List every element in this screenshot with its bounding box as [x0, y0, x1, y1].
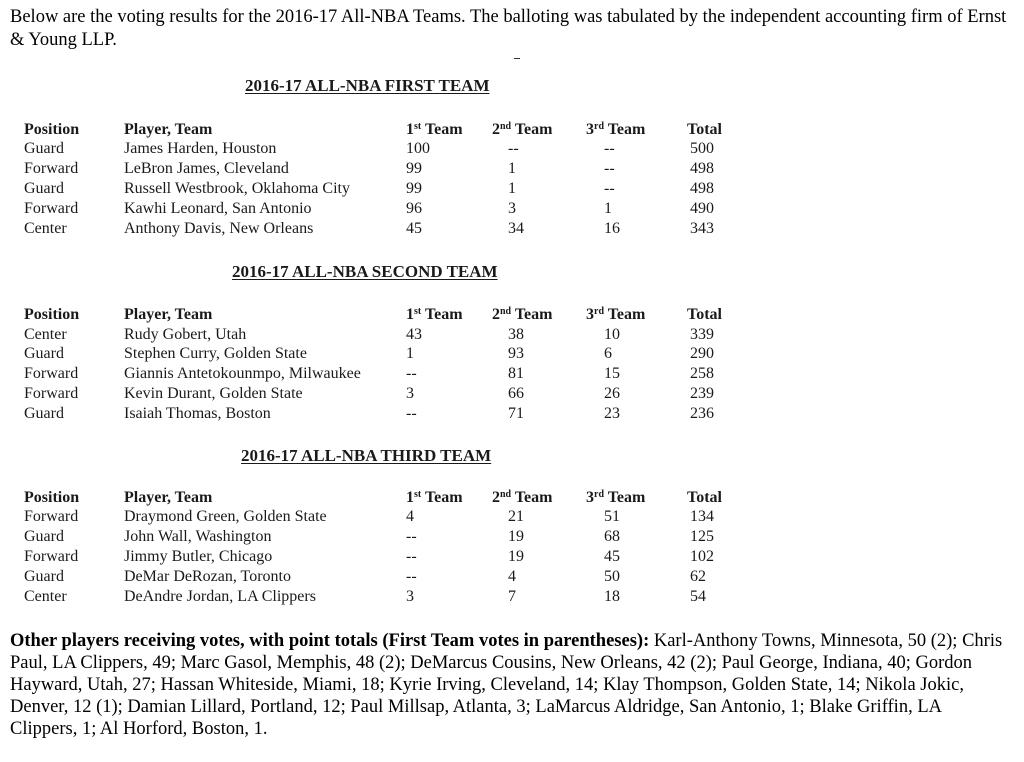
table-row	[20, 404, 780, 424]
cell-position: Center	[24, 588, 67, 605]
cell-second-team: 19	[508, 528, 524, 545]
col-position: Position	[24, 121, 80, 138]
cell-first-team: 45	[406, 220, 422, 237]
cell-second-team: 93	[508, 345, 524, 362]
cell-total: 62	[690, 568, 706, 585]
col-player: Player, Team	[124, 489, 213, 506]
cell-first-team: 99	[406, 160, 422, 177]
table-row	[20, 199, 780, 219]
cell-first-team: --	[406, 405, 417, 422]
cell-first-team: --	[406, 365, 417, 382]
cell-total: 102	[690, 548, 714, 565]
table-row	[20, 159, 780, 179]
cell-third-team: --	[604, 180, 615, 197]
col-third-team: 3rd Team	[586, 489, 646, 506]
cell-second-team: 1	[508, 160, 516, 177]
cell-player: Draymond Green, Golden State	[124, 508, 327, 525]
col-player: Player, Team	[124, 306, 213, 323]
cell-first-team: 3	[406, 588, 414, 605]
cell-position: Guard	[24, 405, 64, 422]
cell-position: Guard	[24, 345, 64, 362]
cell-first-team: --	[406, 528, 417, 545]
cell-total: 290	[690, 345, 714, 362]
other-votes-paragraph	[10, 630, 1010, 740]
cell-total: 490	[690, 200, 714, 217]
cell-player: DeAndre Jordan, LA Clippers	[124, 588, 316, 605]
cell-player: Rudy Gobert, Utah	[124, 326, 247, 343]
cell-player: Russell Westbrook, Oklahoma City	[124, 180, 350, 197]
cell-third-team: 15	[604, 365, 620, 382]
cell-position: Forward	[24, 508, 79, 525]
table-header	[20, 120, 780, 140]
cell-total: 498	[690, 180, 714, 197]
col-position: Position	[24, 489, 80, 506]
col-first-team: 1st Team	[406, 121, 463, 138]
table-row	[20, 364, 780, 384]
cell-player: Jimmy Butler, Chicago	[124, 548, 273, 565]
table-row	[20, 384, 780, 404]
table-row	[20, 507, 780, 527]
cell-first-team: 96	[406, 200, 422, 217]
cell-player: Stephen Curry, Golden State	[124, 345, 307, 362]
table-row	[20, 527, 780, 547]
cell-third-team: 26	[604, 385, 620, 402]
cell-third-team: 23	[604, 405, 620, 422]
cell-player: Kevin Durant, Golden State	[124, 385, 303, 402]
table-row	[20, 547, 780, 567]
cell-total: 500	[690, 140, 714, 157]
cell-third-team: 1	[604, 200, 612, 217]
col-second-team: 2nd Team	[492, 306, 553, 323]
table-row	[20, 587, 780, 607]
cell-second-team: 21	[508, 508, 524, 525]
cell-third-team: 50	[604, 568, 620, 585]
cell-position: Guard	[24, 140, 64, 157]
scan-mark	[514, 58, 520, 59]
cell-third-team: 10	[604, 326, 620, 343]
col-third-team: 3rd Team	[586, 306, 646, 323]
other-votes-label: Other players receiving votes, with point totals (First Team votes in parentheses):	[10, 631, 650, 651]
section-title: 2016-17 ALL-NBA FIRST TEAM	[245, 76, 490, 95]
cell-third-team: 45	[604, 548, 620, 565]
table-row	[20, 179, 780, 199]
table-header	[20, 488, 780, 508]
table-row	[20, 325, 780, 345]
table-header	[20, 305, 780, 325]
cell-player: Isaiah Thomas, Boston	[124, 405, 271, 422]
cell-total: 236	[690, 405, 714, 422]
table-row	[20, 567, 780, 587]
col-second-team: 2nd Team	[492, 489, 553, 506]
cell-position: Guard	[24, 568, 64, 585]
cell-player: Kawhi Leonard, San Antonio	[124, 200, 312, 217]
cell-position: Forward	[24, 200, 79, 217]
cell-third-team: --	[604, 160, 615, 177]
cell-first-team: --	[406, 548, 417, 565]
cell-total: 54	[690, 588, 706, 605]
cell-position: Guard	[24, 180, 64, 197]
cell-second-team: 3	[508, 200, 516, 217]
cell-player: LeBron James, Cleveland	[124, 160, 289, 177]
cell-position: Forward	[24, 385, 79, 402]
cell-second-team: 4	[508, 568, 516, 585]
cell-player: DeMar DeRozan, Toronto	[124, 568, 291, 585]
cell-position: Center	[24, 220, 67, 237]
cell-total: 343	[690, 220, 714, 237]
cell-player: Giannis Antetokounmpo, Milwaukee	[124, 365, 361, 382]
cell-position: Guard	[24, 528, 64, 545]
cell-third-team: 68	[604, 528, 620, 545]
cell-second-team: 71	[508, 405, 524, 422]
cell-total: 239	[690, 385, 714, 402]
cell-position: Forward	[24, 160, 79, 177]
other-votes-text: Karl-Anthony Towns, Minnesota, 50 (2); Chris Paul, LA Clippers, 49; Marc Gasol, Memphis, 48 (2); DeMarcus Cousins, New Orleans, 42 (2); Paul George, Indiana, 40; Gordon Hayward, Utah, 27; Hassan Whiteside, Miami, 18; Kyrie Irving, Cleveland, 14; Klay Thompson, Golden State, 14; Nikola Jokic, Denver, 12 (1); Damian Lillard, Portland, 12; Paul Millsap, Atlanta, 3; LaMarcus Aldridge, San Antonio, 1; Blake Griffin, LA Clippers, 1; Al Horford, Boston, 1.	[10, 631, 1003, 739]
cell-second-team: --	[508, 140, 519, 157]
cell-third-team: 16	[604, 220, 620, 237]
cell-first-team: 100	[406, 140, 430, 157]
col-total: Total	[687, 489, 722, 506]
cell-second-team: 19	[508, 548, 524, 565]
col-total: Total	[687, 121, 722, 138]
cell-second-team: 7	[508, 588, 516, 605]
section-title: 2016-17 ALL-NBA THIRD TEAM	[241, 446, 492, 465]
cell-total: 125	[690, 528, 714, 545]
col-position: Position	[24, 306, 80, 323]
cell-total: 339	[690, 326, 714, 343]
cell-total: 498	[690, 160, 714, 177]
cell-position: Forward	[24, 365, 79, 382]
cell-second-team: 34	[508, 220, 524, 237]
col-total: Total	[687, 306, 722, 323]
cell-third-team: 18	[604, 588, 620, 605]
cell-second-team: 38	[508, 326, 524, 343]
cell-third-team: 51	[604, 508, 620, 525]
col-third-team: 3rd Team	[586, 121, 646, 138]
cell-player: Anthony Davis, New Orleans	[124, 220, 314, 237]
cell-first-team: 43	[406, 326, 422, 343]
cell-player: John Wall, Washington	[124, 528, 272, 545]
cell-second-team: 81	[508, 365, 524, 382]
cell-player: James Harden, Houston	[124, 140, 277, 157]
cell-total: 134	[690, 508, 714, 525]
cell-position: Forward	[24, 548, 79, 565]
cell-third-team: 6	[604, 345, 612, 362]
cell-second-team: 1	[508, 180, 516, 197]
cell-second-team: 66	[508, 385, 524, 402]
section-title: 2016-17 ALL-NBA SECOND TEAM	[232, 262, 498, 281]
table-row	[20, 219, 780, 239]
cell-total: 258	[690, 365, 714, 382]
cell-first-team: 3	[406, 385, 414, 402]
table-row	[20, 139, 780, 159]
col-player: Player, Team	[124, 121, 213, 138]
col-first-team: 1st Team	[406, 489, 463, 506]
col-second-team: 2nd Team	[492, 121, 553, 138]
table-row	[20, 344, 780, 364]
cell-first-team: 1	[406, 345, 414, 362]
cell-position: Center	[24, 326, 67, 343]
cell-first-team: --	[406, 568, 417, 585]
cell-first-team: 99	[406, 180, 422, 197]
cell-first-team: 4	[406, 508, 414, 525]
col-first-team: 1st Team	[406, 306, 463, 323]
cell-third-team: --	[604, 140, 615, 157]
intro-paragraph: Below are the voting results for the 2016-17 All-NBA Teams. The balloting was tabulated by the independent accounting firm of Ernst & Young LLP.	[10, 7, 1007, 50]
